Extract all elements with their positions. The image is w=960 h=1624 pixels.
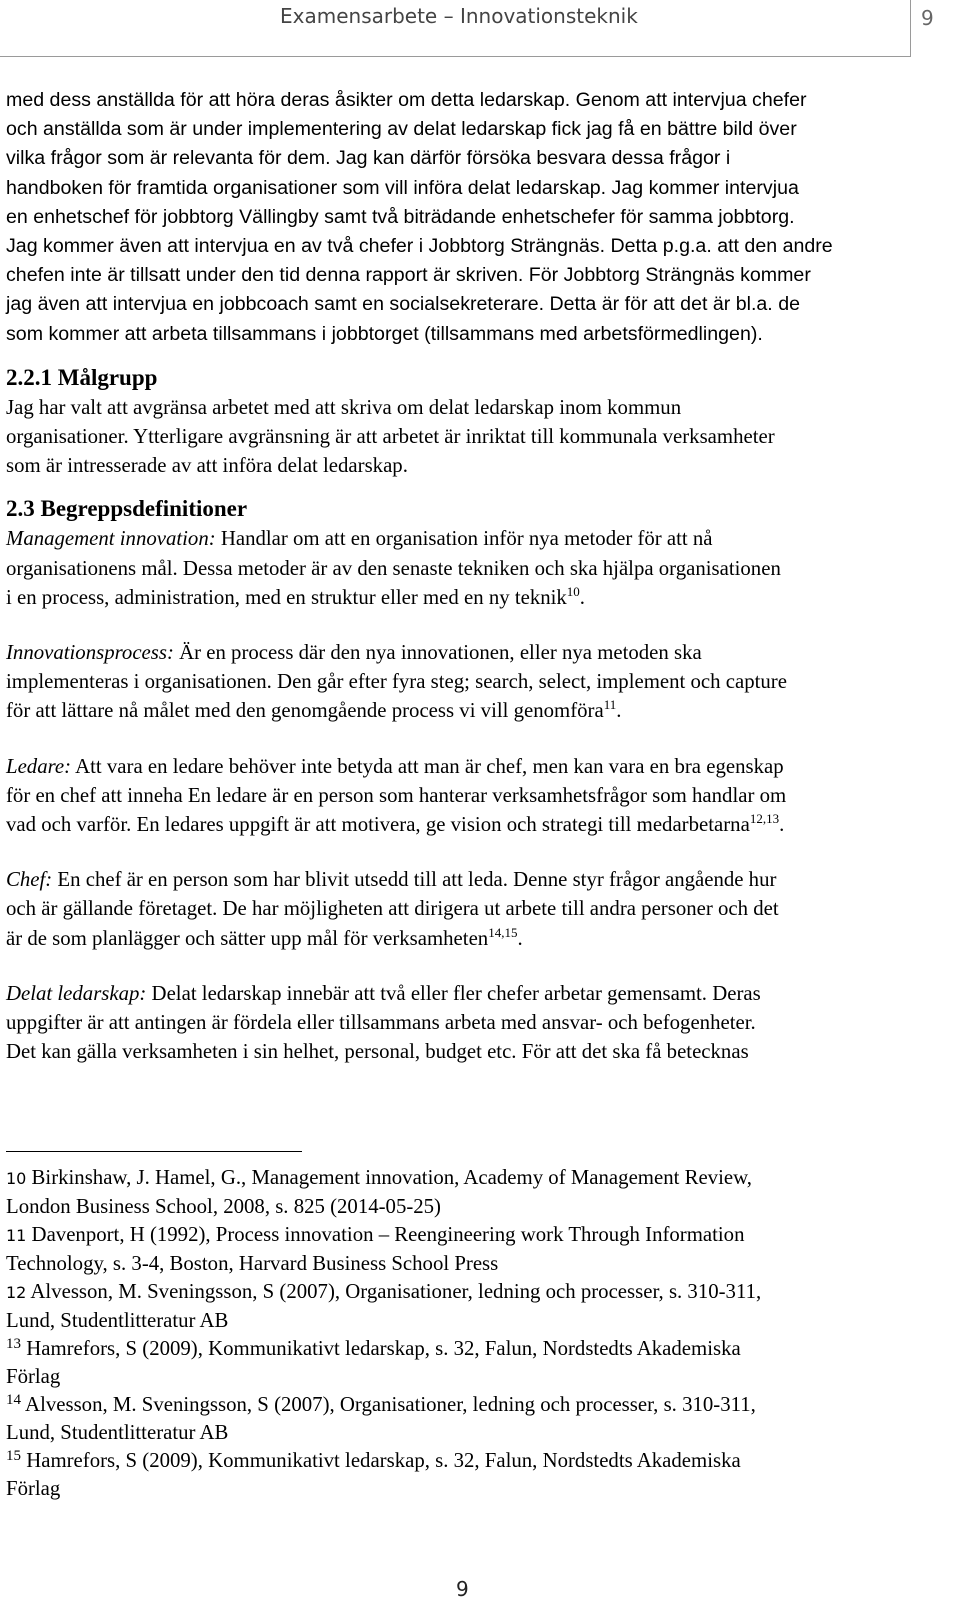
footnote-15: [6, 1447, 936, 1503]
header-page-number: 9: [921, 6, 934, 30]
footnote-number: 14: [6, 1392, 21, 1408]
definition-term: Ledare:: [6, 754, 72, 778]
intro-paragraph: med dess anställda för att höra deras åsikter om detta ledarskap. Genom att intervjua chefer och anställda som är under implementering av delat ledarskap fick jag få en bättre bild över vilka frågor som är relevanta för dem. Jag kan därför försöka besvara dessa frågor i handboken för framtida organisationer som vill införa delat ledarskap. Jag kommer intervjua en enhetschef för jobbtorg Vällingby samt två biträdande enhetschefer för samma jobbtorg. Jag kommer även att intervjua en av två chefer i Jobbtorg Strängnäs. Detta p.g.a. att den andre chefen inte är tillsatt under den tid denna rapport är skriven. För Jobbtorg Strängnäs kommer jag även att intervjua en jobbcoach samt en socialsekreterare. Detta är för att det är bl.a. de som kommer att arbeta tillsammans i jobbtorget (tillsammans med arbetsförmedlingen).: [6, 89, 833, 345]
definition-ledare: [6, 752, 934, 840]
footnote-number: 13: [6, 1336, 21, 1352]
definition-chef: [6, 865, 934, 953]
footnote-10: [6, 1164, 936, 1221]
definition-term: Innovationsprocess:: [6, 641, 174, 665]
footnote-13: [6, 1335, 936, 1391]
footnote-text: Hamrefors, S (2009), Kommunikativt ledarskap, s. 32, Falun, Nordstedts Akademiska Förlag: [6, 1449, 741, 1500]
header-vertical-divider: [910, 0, 911, 57]
definition-end: .: [779, 813, 785, 837]
footnote-number: 12: [6, 1283, 27, 1302]
definition-text: Att vara en ledare behöver inte betyda att man är chef, men kan vara en bra egenskap för en chef att inneha En ledare är en person som hanterar verksamhetsfrågor som handlar om vad och varför. En ledares uppgift är att motivera, ge vision och strategi till medarbetarna: [6, 754, 787, 837]
definition-end: .: [579, 585, 585, 609]
definition-text: Delat ledarskap innebär att två eller fler chefer arbetar gemensamt. Deras uppgifter är att antingen är fördela eller tillsammans arbeta med ansvar- och befogenheter. Det kan gälla verksamheten i sin helhet, personal, budget etc. För att det ska få betecknas: [6, 981, 761, 1064]
footnote-text: Davenport, H (1992), Process innovation – Reengineering work Through Information Technology, s. 3-4, Boston, Harvard Business School Press: [6, 1223, 745, 1275]
malgrupp-paragraph: Jag har valt att avgränsa arbetet med att skriva om delat ledarskap inom kommun organisationer. Ytterligare avgränsning är att arbetet är inriktat till kommunala verksamheter som är intresserade av att införa delat ledarskap.: [6, 395, 775, 478]
footnote-text: Alvesson, M. Sveningsson, S (2007), Organisationer, ledning och processer, s. 310-311, Lund, Studentlitteratur AB: [6, 1393, 756, 1444]
definition-innovationsprocess: [6, 638, 934, 726]
footnote-14: [6, 1391, 936, 1447]
footnote-ref: 10: [566, 583, 580, 599]
footnote-separator: [6, 1151, 302, 1152]
footnote-ref: 12,13: [749, 811, 780, 827]
definition-text: Handlar om att en organisation inför nya metoder för att nå organisationens mål. Dessa metoder är av den senaste tekniken och ska hjälpa organisationen i en process, administration, med en struktur eller med en ny teknik: [6, 527, 781, 609]
footer-page-number: 9: [456, 1577, 469, 1601]
footnote-number: 11: [6, 1226, 27, 1245]
page-header: [0, 0, 960, 60]
footnote-12: [6, 1278, 936, 1335]
definition-term: Delat ledarskap:: [6, 981, 147, 1005]
definition-management-innovation: [6, 524, 934, 612]
header-title: Examensarbete – Innovationsteknik: [280, 4, 638, 28]
body-content: [6, 86, 934, 1066]
header-divider: [0, 56, 910, 57]
definition-term: Management innovation:: [6, 527, 216, 551]
footnote-text: Alvesson, M. Sveningsson, S (2007), Organisationer, ledning och processer, s. 310-311, Lund, Studentlitteratur AB: [6, 1280, 762, 1332]
definition-term: Chef:: [6, 868, 53, 892]
footnote-ref: 14,15: [488, 924, 518, 940]
footnote-number: 10: [6, 1169, 27, 1188]
footnote-ref: 11: [603, 697, 617, 713]
definition-end: .: [517, 926, 523, 950]
heading-malgrupp: 2.2.1 Målgrupp: [6, 364, 158, 390]
footnotes: [6, 1164, 936, 1503]
footnote-text: Hamrefors, S (2009), Kommunikativt ledarskap, s. 32, Falun, Nordstedts Akademiska Förlag: [6, 1337, 741, 1388]
definition-text: En chef är en person som har blivit utsedd till att leda. Denne styr frågor angående hur och är gällande företaget. De har möjligheten att dirigera ut arbete till andra personer och det är de som planlägger och sätter upp mål för verksamheten: [6, 868, 779, 950]
footnote-text: Birkinshaw, J. Hamel, G., Management innovation, Academy of Management Review, London Business School, 2008, s. 825 (2014-05-25): [6, 1166, 752, 1218]
definition-delat-ledarskap: [6, 979, 934, 1067]
heading-begreppsdefinitioner: 2.3 Begreppsdefinitioner: [6, 496, 248, 522]
footnote-11: [6, 1221, 936, 1278]
definition-text: Är en process där den nya innovationen, eller nya metoden ska implementeras i organisationen. Den går efter fyra steg; search, select, implement och capture för att lättare nå målet med den genomgående process vi vill genomföra: [6, 641, 787, 723]
footnote-number: 15: [6, 1448, 21, 1464]
definition-end: .: [616, 699, 622, 723]
